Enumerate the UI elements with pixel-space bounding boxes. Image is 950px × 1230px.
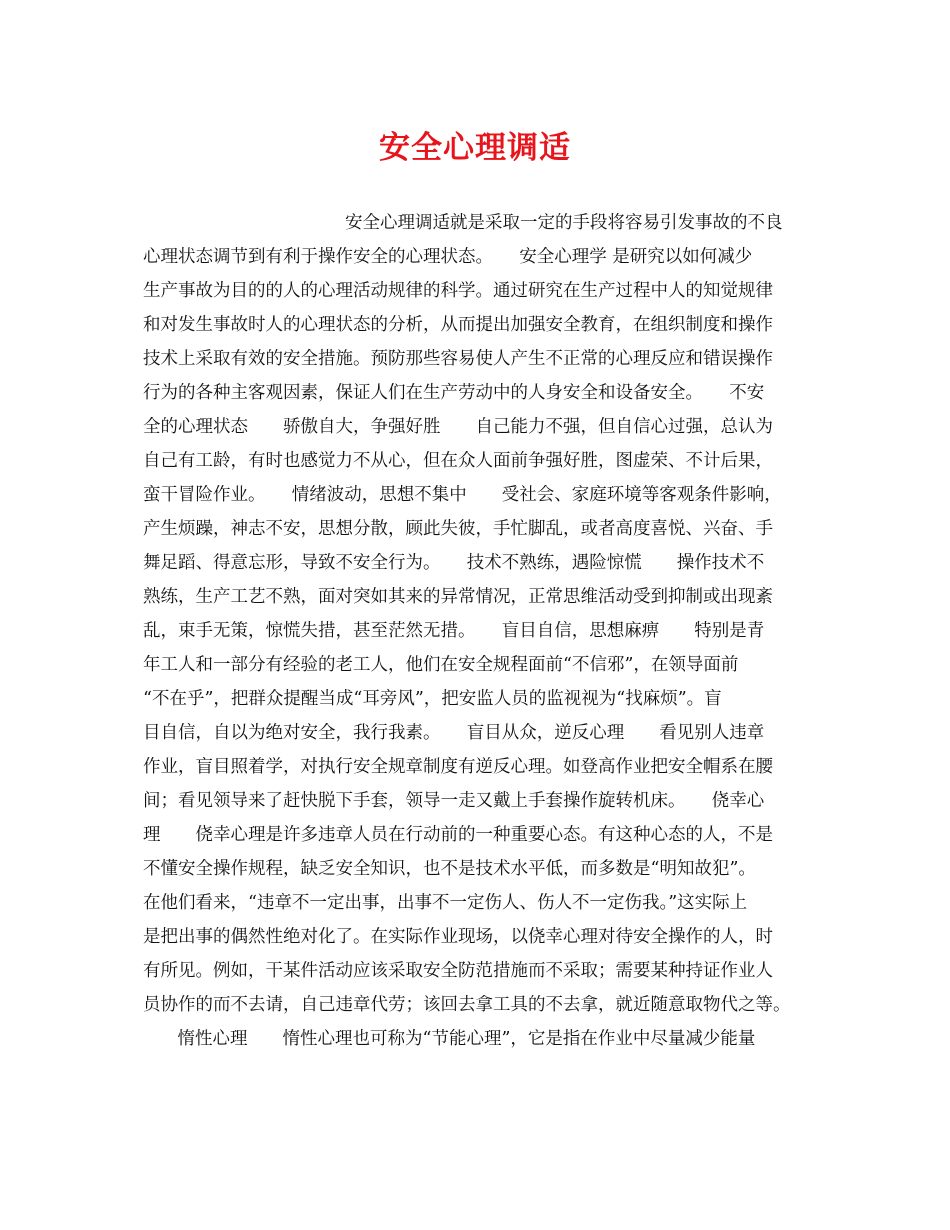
body-line: 间；看见领导来了赶快脱下手套，领导一走又戴上手套操作旋转机床。 侥幸心 bbox=[143, 791, 765, 811]
body-line: 产生烦躁，神志不安，思想分散，顾此失彼，手忙脚乱，或者高度喜悦、兴奋、手 bbox=[143, 519, 773, 539]
body-line: 技术上采取有效的安全措施。预防那些容易使人产生不正常的心理反应和错误操作 bbox=[143, 349, 773, 369]
body-line: 惰性心理 惰性心理也可称为“节能心理”，它是指在作业中尽量减少能量 bbox=[160, 1029, 756, 1049]
body-line: 年工人和一部分有经验的老工人，他们在安全规程面前“不信邪”，在领导面前 bbox=[143, 655, 739, 675]
body-line: 在他们看来，“违章不一定出事，出事不一定伤人、伤人不一定伤我。”这实际上 bbox=[143, 893, 748, 913]
body-line: 和对发生事故时人的心理状态的分析，从而提出加强安全教育，在组织制度和操作 bbox=[143, 315, 773, 335]
body-line: 熟练，生产工艺不熟，面对突如其来的异常情况，正常思维活动受到抑制或出现紊 bbox=[143, 587, 773, 607]
body-line: 是把出事的偶然性绝对化了。在实际作业现场，以侥幸心理对待安全操作的人，时 bbox=[143, 927, 773, 947]
body-line: 目自信，自以为绝对安全，我行我素。 盲目从众，逆反心理 看见别人违章 bbox=[143, 723, 765, 743]
body-line: 蛮干冒险作业。 情绪波动，思想不集中 受社会、家庭环境等客观条件影响， bbox=[143, 485, 782, 505]
body-line: 全的心理状态 骄傲自大，争强好胜 自己能力不强，但自信心过强，总认为 bbox=[143, 417, 773, 437]
body-line: “不在乎”，把群众提醒当成“耳旁风”，把安监人员的监视视为“找麻烦”。盲 bbox=[143, 689, 722, 709]
body-line: 有所见。例如，干某件活动应该采取安全防范措施而不采取；需要某种持证作业人 bbox=[143, 961, 773, 981]
body-line: 生产事故为目的的人的心理活动规律的科学。通过研究在生产过程中人的知觉规律 bbox=[143, 281, 773, 301]
body-line: 员协作的而不去请，自己违章代劳；该回去拿工具的不去拿，就近随意取物代之等。 bbox=[143, 995, 791, 1015]
body-line: 心理状态调节到有利于操作安全的心理状态。 安全心理学 是研究以如何减少 bbox=[143, 247, 753, 267]
document-title: 安全心理调适 bbox=[379, 130, 571, 166]
body-line: 安全心理调适就是采取一定的手段将容易引发事故的不良 bbox=[345, 213, 783, 233]
body-line: 舞足蹈、得意忘形，导致不安全行为。 技术不熟练，遇险惊慌 操作技术不 bbox=[143, 553, 765, 573]
body-line: 理 侥幸心理是许多违章人员在行动前的一种重要心态。有这种心态的人，不是 bbox=[143, 825, 773, 845]
body-line: 乱，束手无策，惊慌失措，甚至茫然无措。 盲目自信，思想麻痹 特别是青 bbox=[143, 621, 765, 641]
body-line: 行为的各种主客观因素，保证人们在生产劳动中的人身安全和设备安全。 不安 bbox=[143, 383, 765, 403]
body-line: 不懂安全操作规程，缺乏安全知识，也不是技术水平低，而多数是“明知故犯”。 bbox=[143, 859, 756, 879]
body-line: 自己有工龄，有时也感觉力不从心，但在众人面前争强好胜，图虚荣、不计后果， bbox=[143, 451, 773, 471]
body-line: 作业，盲目照着学，对执行安全规章制度有逆反心理。如登高作业把安全帽系在腰 bbox=[143, 757, 773, 777]
